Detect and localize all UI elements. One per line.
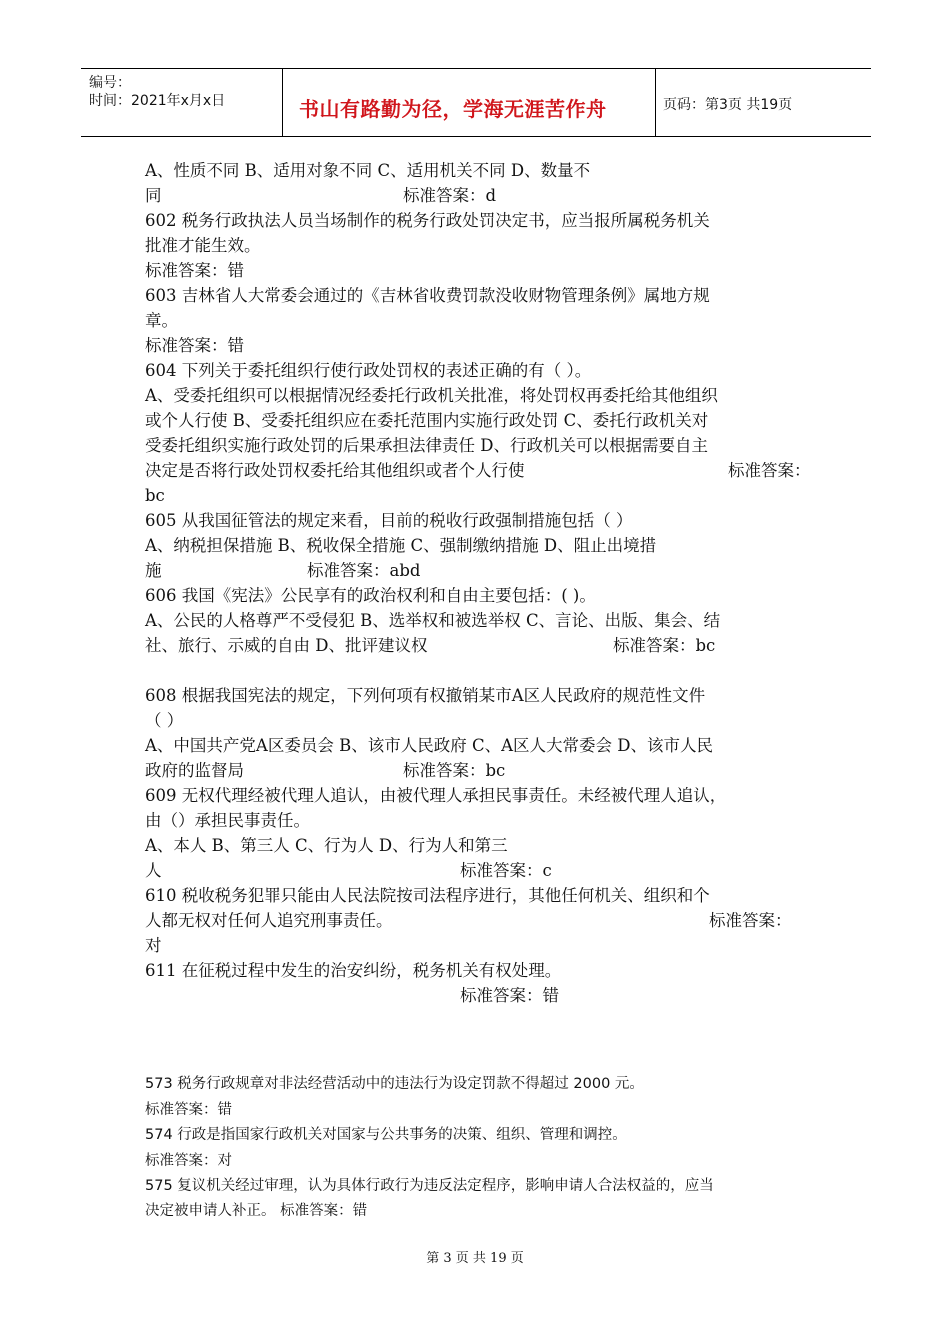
- answer-text: 标准答案：bc: [403, 761, 506, 780]
- text-line: 标准答案：错: [145, 336, 244, 355]
- text-line: 施: [145, 561, 162, 580]
- header-motto-cell: [283, 69, 656, 136]
- text-line: 610 税收税务犯罪只能由人民法院按司法程序进行，其他任何机关、组织和个: [145, 886, 710, 905]
- text-line: 575 复议机关经过审理，认为具体行政行为违反法定程序，影响申请人合法权益的，应当: [145, 1178, 714, 1194]
- text-line: 同: [145, 186, 162, 205]
- text-line: bc: [145, 486, 165, 505]
- answer-text: 标准答案：: [728, 461, 811, 480]
- text-line: A、本人 B、第三人 C、行为人 D、行为人和第三: [145, 836, 508, 855]
- text-line: 605 从我国征管法的规定来看，目前的税收行政强制措施包括（ ）: [145, 511, 633, 530]
- text-line: （ ）: [145, 711, 184, 730]
- text-line: 人都无权对任何人追究刑事责任。: [145, 911, 393, 930]
- page-info: 页码：第3页 共19页: [663, 97, 793, 113]
- text-line: 对: [145, 936, 162, 955]
- text-line: 608 根据我国宪法的规定，下列何项有权撤销某市A区人民政府的规范性文件: [145, 686, 706, 705]
- text-line: 标准答案：错: [145, 261, 244, 280]
- text-line: 政府的监督局: [145, 761, 244, 780]
- number-label: 编号：: [89, 75, 131, 91]
- date-label: 时间：2021年x月x日: [89, 93, 226, 109]
- text-line: A、纳税担保措施 B、税收保全措施 C、强制缴纳措施 D、阻止出境措: [145, 536, 657, 555]
- text-line: 标准答案：错: [145, 1102, 232, 1118]
- text-line: 573 税务行政规章对非法经营活动中的违法行为设定罚款不得超过 2000 元。: [145, 1076, 644, 1092]
- text-line: 人: [145, 861, 162, 880]
- text-line: 604 下列关于委托组织行使行政处罚权的表述正确的有（ ）。: [145, 361, 592, 380]
- text-line: 609 无权代理经被代理人追认，由被代理人承担民事责任。未经被代理人追认，: [145, 786, 727, 805]
- text-line: 或个人行使 B、受委托组织应在委托范围内实施行政处罚 C、委托行政机关对: [145, 411, 709, 430]
- text-line: 602 税务行政执法人员当场制作的税务行政处罚决定书，应当报所属税务机关: [145, 211, 710, 230]
- text-line: A、性质不同 B、适用对象不同 C、适用机关不同 D、数量不: [145, 161, 591, 180]
- text-line: 603 吉林省人大常委会通过的《吉林省收费罚款没收财物管理条例》属地方规: [145, 286, 710, 305]
- text-line: 574 行政是指国家行政机关对国家与公共事务的决策、组织、管理和调控。: [145, 1127, 627, 1143]
- text-line: 由（）承担民事责任。: [145, 811, 310, 830]
- answer-text: 标准答案：错: [460, 986, 559, 1005]
- page-footer: 第 3 页 共 19 页: [426, 1251, 524, 1266]
- header-page-cell: [656, 69, 871, 136]
- header-meta-cell: [81, 69, 283, 136]
- text-line: A、中国共产党A区委员会 B、该市人民政府 C、A区人大常委会 D、该市人民: [145, 736, 713, 755]
- text-line: 决定被申请人补正。 标准答案：错: [145, 1203, 368, 1219]
- answer-text: 标准答案：c: [460, 861, 552, 880]
- text-line: 611 在征税过程中发生的治安纠纷，税务机关有权处理。: [145, 961, 562, 980]
- text-line: 决定是否将行政处罚权委托给其他组织或者个人行使: [145, 461, 525, 480]
- answer-text: 标准答案：bc: [613, 636, 716, 655]
- answer-text: 标准答案：d: [403, 186, 497, 205]
- text-line: 批准才能生效。: [145, 236, 261, 255]
- text-line: 受委托组织实施行政处罚的后果承担法律责任 D、行政机关可以根据需要自主: [145, 436, 708, 455]
- page-header: [81, 68, 871, 137]
- text-line: 标准答案：对: [145, 1153, 232, 1169]
- motto: 书山有路勤为径，学海无涯苦作舟: [299, 97, 607, 121]
- text-line: A、公民的人格尊严不受侵犯 B、选举权和被选举权 C、言论、出版、集会、结: [145, 611, 721, 630]
- text-line: 606 我国《宪法》公民享有的政治权利和自由主要包括：( )。: [145, 586, 596, 605]
- text-line: 社、旅行、示威的自由 D、批评建议权: [145, 636, 428, 655]
- answer-text: 标准答案：abd: [307, 561, 421, 580]
- text-line: A、受委托组织可以根据情况经委托行政机关批准，将处罚权再委托给其他组织: [145, 386, 718, 405]
- text-line: 章。: [145, 311, 178, 330]
- answer-text: 标准答案：: [709, 911, 792, 930]
